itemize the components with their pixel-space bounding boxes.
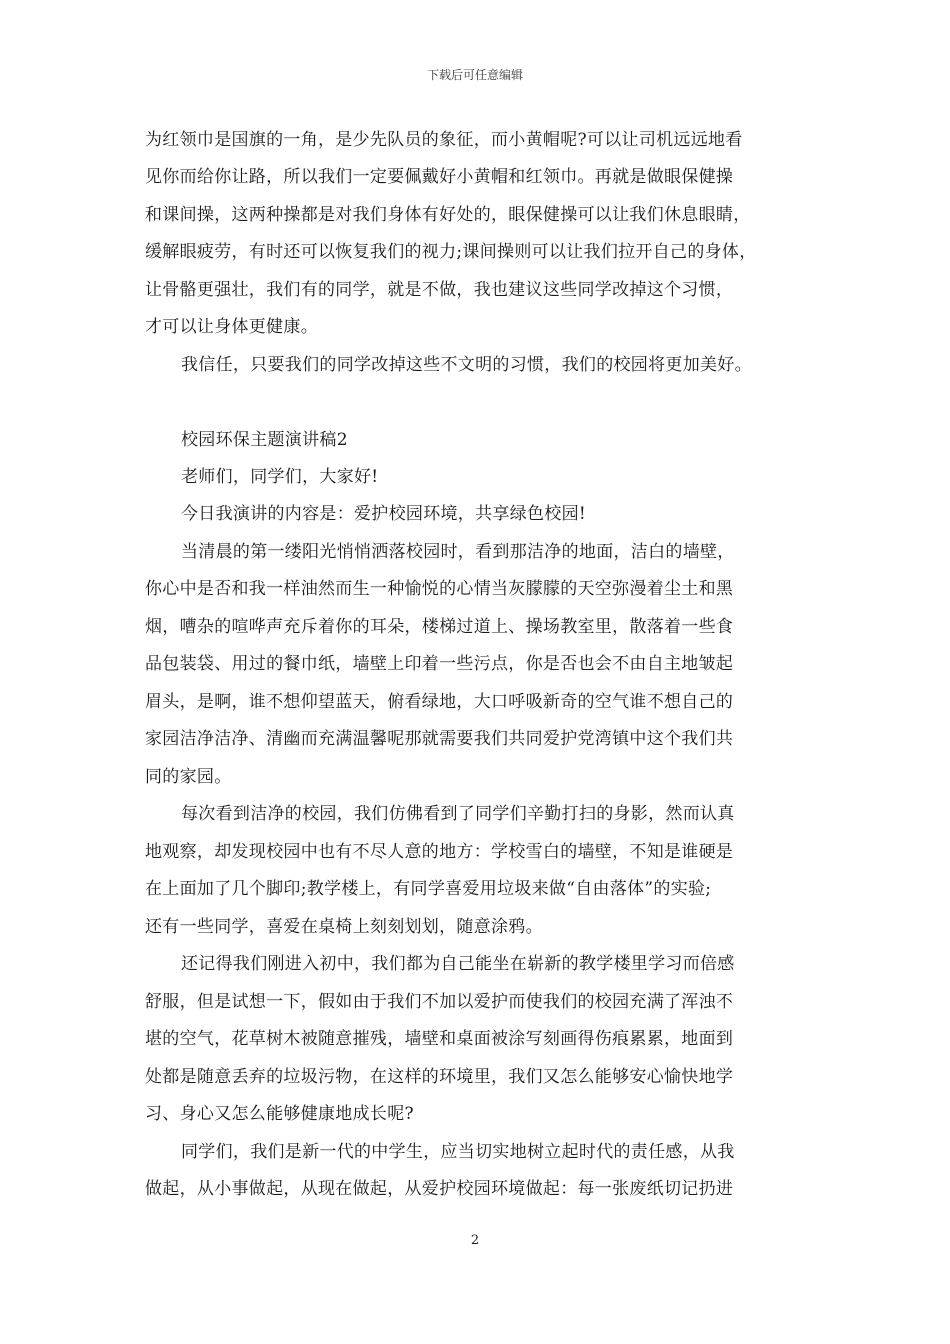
- body-line: 烟，嘈杂的喧哗声充斥着你的耳朵，楼梯过道上、操场教室里，散落着一些食: [145, 617, 734, 637]
- body-line: 同学们，我们是新一代的中学生，应当切实地树立起时代的责任感，从我: [181, 1142, 735, 1162]
- body-line: 品包装袋、用过的餐巾纸，墙壁上印着一些污点，你是否也会不由自主地皱起: [145, 654, 734, 674]
- body-line: 今日我演讲的内容是：爱护校园环境，共享绿色校园!: [181, 504, 587, 524]
- body-line: 做起，从小事做起，从现在做起，从爱护校园环境做起：每一张废纸切记扔进: [145, 1179, 734, 1199]
- greeting-line: 老师们，同学们，大家好!: [181, 467, 379, 487]
- body-line: 你心中是否和我一样油然而生一种愉悦的心情当灰朦朦的天空弥漫着尘土和黑: [145, 579, 734, 599]
- body-line: 才可以让身体更健康。: [145, 317, 318, 337]
- body-line: 每次看到洁净的校园，我们仿佛看到了同学们辛勤打扫的身影，然而认真: [181, 804, 735, 824]
- body-line: 堪的空气，花草树木被随意摧残，墙壁和桌面被涂写刻画得伤痕累累，地面到: [145, 1029, 734, 1049]
- body-line: 家园洁净洁净、清幽而充满温馨呢那就需要我们共同爱护党湾镇中这个我们共: [145, 729, 734, 749]
- body-line: 习、身心又怎么能够健康地成长呢?: [145, 1104, 414, 1124]
- body-line: 缓解眼疲劳，有时还可以恢复我们的视力;课间操则可以让我们拉开自己的身体，: [145, 242, 757, 262]
- body-line: 还有一些同学，喜爱在桌椅上刻刻划划，随意涂鸦。: [145, 917, 543, 937]
- body-line: 还记得我们刚进入初中，我们都为自己能坐在崭新的教学楼里学习而倍感: [181, 954, 735, 974]
- body-line: 眉头，是啊，谁不想仰望蓝天，俯看绿地，大口呼吸新奇的空气谁不想自己的: [145, 692, 734, 712]
- body-line: 舒服，但是试想一下，假如由于我们不加以爱护而使我们的校园充满了浑浊不: [145, 992, 734, 1012]
- body-line: 当清晨的第一缕阳光悄悄洒落校园时，看到那洁净的地面，洁白的墙壁，: [181, 542, 735, 562]
- section-title: 校园环保主题演讲稿2: [181, 430, 348, 450]
- page-number: 2: [470, 1233, 480, 1248]
- body-line: 我信任，只要我们的同学改掉这些不文明的习惯，我们的校园将更加美好。: [181, 355, 752, 375]
- body-line: 处都是随意丢弃的垃圾污物，在这样的环境里，我们又怎么能够安心愉快地学: [145, 1067, 734, 1087]
- body-line: 让骨骼更强壮，我们有的同学，就是不做，我也建议这些同学改掉这个习惯，: [145, 280, 734, 300]
- page-header-note: 下载后可任意编辑: [426, 68, 523, 82]
- body-line: 同的家园。: [145, 767, 232, 787]
- body-line: 见你而给你让路，所以我们一定要佩戴好小黄帽和红领巾。再就是做眼保健操: [145, 167, 734, 187]
- body-line: 在上面加了几个脚印;教学楼上，有同学喜爱用垃圾来做“自由落体”的实验;: [145, 879, 712, 899]
- body-line: 地观察，却发现校园中也有不尽人意的地方：学校雪白的墙壁，不知是谁硬是: [145, 842, 734, 862]
- body-line: 为红领巾是国旗的一角，是少先队员的象征，而小黄帽呢?可以让司机远远地看: [145, 130, 743, 150]
- body-line: 和课间操，这两种操都是对我们身体有好处的，眼保健操可以让我们休息眼睛，: [145, 205, 751, 225]
